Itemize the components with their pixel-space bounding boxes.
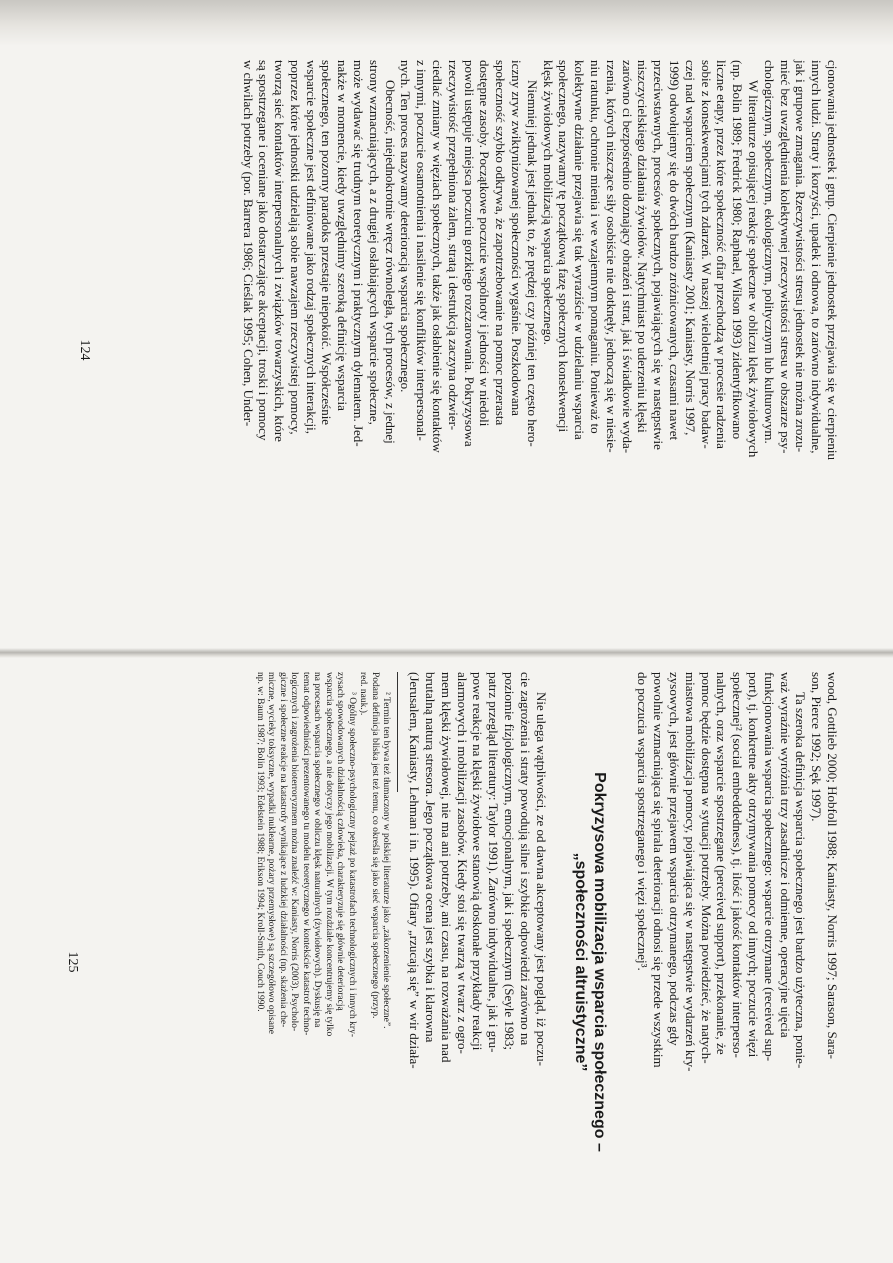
footnote-line: np. w: Baum 1987; Bolin 1993; Edelstein 1988; Erikson 1994; Kroll-Smith, Couch 1990. [254, 672, 265, 1012]
text-line: cie zagrożenia i straty powodują silne i szybkie odpowiedzi zarówno na [517, 672, 533, 1046]
text-line: waż wyraźnie wyróżnia trzy zasadnicze i odmienne, operacyjne ujęcia [777, 672, 793, 1038]
book-gutter-shadow [0, 648, 893, 658]
text-line: mem klęski żywiołowej, nie ma ani potrzeby, ani czasu, na rozważania nad [438, 672, 454, 1063]
footnote-separator [397, 672, 398, 792]
text-line: ciedlać zmiany w więziach społecznych, także jak osłabienie się kontaktów [430, 60, 446, 453]
text-line: patrz przegląd literatury: Taylor 1991). Zarówno indywidualne, jak i gru- [486, 672, 502, 1053]
text-line: iczny zryw zwiktynizowanej społeczności wygaśnie. Poszkodowana [509, 60, 525, 416]
text-line: tworzą sieć kontaktów interpersonalnych i związków towarzyskich, które [272, 60, 288, 442]
text-line: chologicznym, społecznym, ekologicznym, politycznym lub kulturowym. [761, 60, 777, 444]
text-line: z innymi, poczucie osamotnienia i nasilenie się konfliktów interpersonal- [414, 60, 430, 441]
text-line: (np. Bolin 1989; Fredrick 1980; Raphael, Wilson 1993) zidentyfikowano [730, 60, 746, 440]
text-line: nych. Ten proces nazywamy deterioracją wsparcia społecznego. [398, 60, 414, 393]
text-line: poprzez które jednostki udzielają sobie nawzajem rzeczywistej pomocy, [287, 60, 303, 435]
text-line: zysowych, jest głównie przejawem wsparcia otrzymanego, podczas gdy [667, 672, 683, 1046]
text-line: liczne etapy, przez które społeczność ofiar przechodzą w procesie radzenia [714, 60, 730, 449]
text-line: strony wzmacniających, a z drugiej osłabiających wsparcie społeczne, [366, 60, 382, 425]
text-line: są spostrzegane i oceniane jako dostarczające akceptacji, troski i pomocy [256, 60, 272, 441]
footnote-line: temat odpowiedniości prezentowanego tu modelu teoretycznego w kontekście katastrof techno- [300, 672, 311, 1036]
text-line: kolektywne działanie przejawia się tak wyraziście w udzielaniu wsparcia [572, 60, 588, 440]
footnote-line: zysach spowodowanych działalnością człowieka, charakteryzuje się głównie deterioracją [335, 672, 346, 1011]
text-line: Obecność, niejednokrotnie wręcz równoległa, tych procesów, z jednej [382, 80, 398, 444]
text-line: alarmowych i mobilizacji zasobów. Kiedy stoi się twarzą w twarz z ogro- [454, 672, 470, 1054]
text-line: Nie ulega wątpliwości, ze od dawna akceptowany jest pogląd, iż poczu- [533, 692, 549, 1066]
text-line: niu ratunku, ochronie mienia i we wzajemnym pomaganiu. Ponieważ to [588, 60, 604, 434]
text-line: powolnie wzmacniająca się spirala deterioracji odnosi się przede wszystkim [651, 672, 667, 1068]
text-line: Niemniej jednak jest jednak to, że prędzej czy później ten często hero- [524, 80, 540, 447]
footnote-line: ² Termin ten bywa też tłumaczony w polskiej literaturze jako „zakorzenienie społeczne”. [381, 692, 392, 1029]
footnote-line: wsparcia społecznego, a nie dotyczy jego mobilizacji. W tym rozdziale koncentrujemy się tylko [323, 672, 334, 1037]
text-line: poziomie fizjologicznym, emocjonalnym, jak i społecznym (Seyle 1983; [502, 672, 518, 1050]
text-line: powoli ustępuje miejsca poczuciu gorzkiego rozczarowania. Pokryzysowa [461, 60, 477, 447]
section-heading-line: Pokryzysowa mobilizacja wsparcia społecznego – [590, 772, 608, 1152]
text-line: wsparcie społeczne jest definiowane jako rodzaj społecznych interakcji, [303, 60, 319, 434]
text-line: przeciwstawnych, procesów społecznych, pojawiających się w następstwie [651, 60, 667, 450]
footnote-line: logicznych i zagrożenia bioterroryzmem można znaleźć w: Kaniasty, Norris (2003). Psycholo- [289, 672, 300, 1032]
text-line: wood, Gottlieb 2000; Hobfoll 1988; Kaniasty, Norris 1997; Sarason, Sara- [825, 672, 840, 1059]
text-line: W literaturze opisującej reakcje społeczne w obliczu klęsk żywiołowych [746, 80, 762, 458]
text-line: społecznego, ten pozorny paradoks przestaje niepokoić. Współcześnie [319, 60, 335, 426]
footnote-line: ³ Ogólny społeczno-psychologiczny pejzaż po katastrofach technologicznych i innych kry- [346, 692, 357, 1037]
text-line: dostępne zasoby. Początkowe poczucie wspólnoty i jedności w niedoli [477, 60, 493, 427]
text-line: powe reakcje na klęski żywiołowe stanowią doskonałe przykłady reakcji [470, 672, 486, 1051]
scan-shadow-top [0, 0, 893, 46]
text-line: pomoc będzie dostępna w sytuacji potrzeby. Można powiedzieć, że natych- [698, 672, 714, 1064]
text-line: nakże w momencie, kiedy uwzględnimy szeroką definicję wsparcia [335, 60, 351, 411]
text-line: nalnych, oraz wsparcie spostrzegane (perceived support), przekonanie, że [714, 672, 730, 1055]
page-125 [50, 672, 840, 1252]
text-line: mieć bez uwzględnienia kolektywnej rzeczywistości stresu w obszarze psy- [777, 60, 793, 454]
section-heading-line: „społeczności altruistyczne” [571, 852, 589, 1072]
text-line: niszczycielskiego działania żywiołów. Natychmiast po uderzeniu klęski [635, 60, 651, 433]
text-line: sobie z konsekwencjami tych zdarzeń. W naszej wieloletniej pracy badaw- [698, 60, 714, 449]
footnote-line: giczne i społeczne reakcje na katastrofy wynikające z ludzkiej działalności (np. skażenia che- [277, 672, 288, 1028]
text-line: brutalną naturą stresora. Jego początkowa ocena jest szybka i klarowna [423, 672, 439, 1043]
page-number: 124 [77, 339, 92, 361]
text-line: do poczucia wsparcia spostrzeganego i więzi społecznej³. [635, 672, 651, 971]
text-line: innych ludzi. Straty i korzyści, upadek i odnowa, to zarówno indywidualne, [809, 60, 825, 454]
text-line: rzeczywistość przepełniona żalem, stratą i destrukcją zaczyna odzwier- [445, 60, 461, 431]
footnote-line: miczne, wycieky toksyczne, wypadki nuklearne, pożary przemysłowe) są szczegółowo opisane [266, 672, 277, 1034]
text-line: zarówno ci bezpośrednio doznający obrażeń i strat, jak i świadkowie wyda- [619, 60, 635, 454]
text-line: Ta szeroka definicja wsparcia społecznego jest bardzo użyteczna, ponie- [793, 692, 809, 1069]
text-line: klęsk żywiołowych mobilizacją wsparcia społecznego. [540, 60, 556, 345]
page-125-text [253, 672, 840, 1252]
text-line: 1999) odwołujemy się do dwóch bardzo zróżnicowanych, czasami nawet [667, 60, 683, 441]
text-line: społecznej² (social embeddedness), tj. ilość i jakość kontaktów interperso- [730, 672, 746, 1058]
text-line: cjonowania jednostek i grup. Cierpienie jednostek przejawia się w cierpieniu [825, 60, 840, 460]
text-line: funkcjonowania wsparcia społecznego: wsparcie otrzymane (received sup- [761, 672, 777, 1062]
footnotes [253, 672, 391, 1252]
text-line: port), tj. konkretne akty otrzymywania pomocy od innych; poczucie więzi [746, 672, 762, 1058]
text-line: społecznego, nazywamy tę początkową fazę społecznych konsekwencji [556, 60, 572, 433]
footnote-line: red. nauk.). [358, 672, 369, 716]
text-line: rzenia, których niszczące siły osobiście nie dotknęły, jednoczą się w niesie- [603, 60, 619, 453]
text-line: może wydawać się trudnym teoretycznym i praktycznym dylematem. Jed- [351, 60, 367, 447]
text-line: czej nad wsparciem społecznym (Kaniasty 2001; Kaniasty, Norris 1997, [682, 60, 698, 436]
text-line: jak i grupowe zmagania. Rzeczywistości stresu jednostek nie można zrozu- [793, 60, 809, 453]
page-124 [50, 60, 840, 640]
text-line: son, Pierce 1992; Sęk 1997). [809, 672, 825, 822]
page-number: 125 [65, 951, 80, 973]
section-heading [571, 672, 609, 1252]
text-line: miastowa mobilizacja pomocy, pojawiająca się w następstwie wydarzeń kry- [682, 672, 698, 1072]
footnote-line: Podana definicja bliska jest też temu, co określa się jako sieć wsparcia społecznego (przyp. [369, 672, 380, 1019]
text-line: (Jerusalem, Kaniasty, Lehman i in. 1995). Ofiary „rzucają się” w wir działa- [407, 672, 423, 1069]
text-line: społeczność szybko odkrywa, że zapotrzebowanie na pomoc przerasta [493, 60, 509, 426]
text-line: w chwilach potrzeby (por. Barrera 1986; Cieślak 1995; Cohen, Under- [240, 60, 256, 427]
page-124-text [240, 60, 840, 640]
footnote-line: na procesach wsparcia społecznego w obliczu klęsk naturalnych (żywiołowych). Dyskusję na [312, 672, 323, 1028]
